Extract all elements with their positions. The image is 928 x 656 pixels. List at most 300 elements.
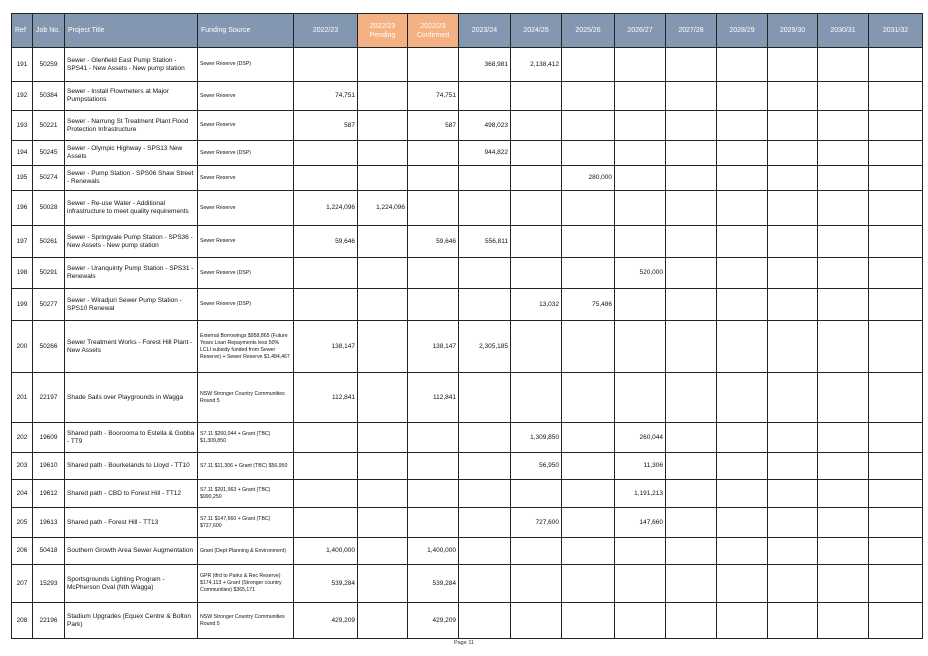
cell-confirmed [408,289,459,321]
cell-2025-26: 280,000 [562,166,615,191]
cell-2027-28 [666,258,717,289]
cell-confirmed [408,141,459,166]
cell-2030-31 [818,258,869,289]
cell-2029-30 [768,289,818,321]
cell-funding-source: Sewer Reserve (DSP) [198,258,294,289]
cell-2030-31 [818,82,869,111]
cell-2028-29 [717,111,768,141]
cell-2027-28 [666,166,717,191]
cell-pending [358,141,408,166]
cell-2030-31 [818,453,869,480]
cell-2027-28 [666,82,717,111]
header-2025-26: 2025/26 [562,14,615,48]
cell-2025-26: 75,486 [562,289,615,321]
cell-2024-25 [511,603,562,639]
cell-confirmed [408,48,459,82]
cell-2023-24 [459,565,511,603]
cell-2023-24 [459,166,511,191]
cell-project-title: Stadium Upgrades (Equex Centre & Bolton Park) [65,603,198,639]
cell-2025-26 [562,141,615,166]
cell-project-title: Sewer - Re-use Water - Additional infrastructure to meet quality requirements [65,191,198,226]
cell-2024-25: 727,600 [511,508,562,538]
cell-2030-31 [818,480,869,508]
cell-job-no: 19609 [33,423,65,453]
cell-2027-28 [666,226,717,258]
cell-2025-26 [562,480,615,508]
cell-ref: 204 [12,480,33,508]
cell-2025-26 [562,538,615,565]
cell-2025-26 [562,373,615,423]
cell-2031-32 [869,603,923,639]
header-2023-24: 2023/24 [459,14,511,48]
cell-2023-24 [459,191,511,226]
header-2022-23-confirmed: 2022/23 Confirmed [408,14,459,48]
table-row [12,141,923,166]
cell-2028-29 [717,166,768,191]
cell-job-no: 50418 [33,538,65,565]
cell-2029-30 [768,258,818,289]
cell-2025-26 [562,226,615,258]
cell-2022-23 [294,480,358,508]
cell-2026-27 [615,603,666,639]
cell-2026-27 [615,111,666,141]
cell-funding-source: S7.11 $147,660 + Grant (TBC) $727,600 [198,508,294,538]
cell-job-no: 50274 [33,166,65,191]
cell-funding-source: External Borrowings $958,865 (Future Years Loan Repayments less 50% LCLI subsidy funded from Sewer Reserve) + Sewer Reserve $1,484,467 [198,321,294,373]
table-row [12,166,923,191]
table-header [12,14,923,48]
cell-2024-25: 13,032 [511,289,562,321]
cell-2027-28 [666,48,717,82]
cell-ref: 200 [12,321,33,373]
cell-2022-23 [294,289,358,321]
table-row [12,603,923,639]
header-2022-23-pending: 2022/23 Pending [358,14,408,48]
cell-2031-32 [869,141,923,166]
cell-2025-26 [562,82,615,111]
cell-2023-24 [459,480,511,508]
cell-confirmed: 539,284 [408,565,459,603]
cell-funding-source: Sewer Reserve [198,82,294,111]
cell-2022-23: 429,209 [294,603,358,639]
cell-2029-30 [768,191,818,226]
cell-2029-30 [768,141,818,166]
cell-2029-30 [768,453,818,480]
cell-2023-24: 944,822 [459,141,511,166]
cell-2031-32 [869,321,923,373]
cell-project-title: Sewer - Springvale Pump Station - SPS36 - New Assets - New pump station [65,226,198,258]
cell-2029-30 [768,538,818,565]
header-funding-source: Funding Source [198,14,294,48]
cell-confirmed [408,480,459,508]
cell-ref: 207 [12,565,33,603]
cell-2029-30 [768,373,818,423]
cell-2022-23 [294,48,358,82]
cell-job-no: 50384 [33,82,65,111]
cell-2025-26 [562,565,615,603]
cell-2028-29 [717,453,768,480]
cell-funding-source: Sewer Reserve (DSP) [198,48,294,82]
cell-2027-28 [666,603,717,639]
cell-project-title: Sportsgrounds Lighting Program - McPherson Oval (Nth Wagga) [65,565,198,603]
cell-2030-31 [818,373,869,423]
cell-project-title: Sewer - Uranquinty Pump Station - SPS31 - Renewals [65,258,198,289]
cell-pending [358,166,408,191]
table-row [12,508,923,538]
cell-2024-25: 1,309,850 [511,423,562,453]
cell-2023-24 [459,603,511,639]
header-job-no: Job No. [33,14,65,48]
cell-2024-25: 2,138,412 [511,48,562,82]
cell-pending [358,508,408,538]
cell-2028-29 [717,423,768,453]
cell-ref: 197 [12,226,33,258]
table-row [12,289,923,321]
cell-2024-25 [511,141,562,166]
cell-2025-26 [562,453,615,480]
cell-ref: 208 [12,603,33,639]
cell-2029-30 [768,603,818,639]
cell-2028-29 [717,321,768,373]
cell-pending [358,111,408,141]
cell-2026-27: 260,044 [615,423,666,453]
cell-2026-27 [615,565,666,603]
header-2022-23: 2022/23 [294,14,358,48]
cell-ref: 193 [12,111,33,141]
cell-2025-26 [562,603,615,639]
cell-project-title: Shared path - CBD to Forest Hill - TT12 [65,480,198,508]
cell-2026-27 [615,141,666,166]
cell-2031-32 [869,453,923,480]
cell-2029-30 [768,565,818,603]
cell-2029-30 [768,508,818,538]
cell-2022-23 [294,508,358,538]
cell-2030-31 [818,538,869,565]
cell-2023-24: 2,305,185 [459,321,511,373]
cell-2022-23 [294,166,358,191]
table-row [12,565,923,603]
cell-job-no: 22196 [33,603,65,639]
cell-project-title: Sewer - Install Flowmeters at Major Pumpstations [65,82,198,111]
cell-pending [358,82,408,111]
cell-2026-27: 520,000 [615,258,666,289]
cell-2022-23: 539,284 [294,565,358,603]
cell-pending [358,226,408,258]
cell-2029-30 [768,226,818,258]
header-2031-32: 2031/32 [869,14,923,48]
cell-pending [358,423,408,453]
cell-pending [358,565,408,603]
cell-2031-32 [869,508,923,538]
header-2024-25: 2024/25 [511,14,562,48]
cell-2030-31 [818,48,869,82]
table-row [12,538,923,565]
table-row [12,82,923,111]
cell-pending [358,538,408,565]
cell-2024-25 [511,321,562,373]
cell-2027-28 [666,111,717,141]
cell-2026-27: 147,660 [615,508,666,538]
cell-confirmed: 1,400,000 [408,538,459,565]
cell-2024-25 [511,538,562,565]
cell-pending [358,603,408,639]
cell-2026-27 [615,82,666,111]
cell-2023-24: 556,811 [459,226,511,258]
cell-2028-29 [717,258,768,289]
table-row [12,453,923,480]
cell-2026-27 [615,48,666,82]
cell-2027-28 [666,191,717,226]
cell-2031-32 [869,538,923,565]
header-2028-29: 2028/29 [717,14,768,48]
cell-ref: 202 [12,423,33,453]
cell-2027-28 [666,453,717,480]
cell-pending: 1,224,096 [358,191,408,226]
cell-2030-31 [818,191,869,226]
cell-job-no: 15293 [33,565,65,603]
cell-confirmed [408,191,459,226]
cell-confirmed: 138,147 [408,321,459,373]
cell-2022-23: 59,646 [294,226,358,258]
cell-2027-28 [666,141,717,166]
cell-2022-23 [294,423,358,453]
table-row [12,258,923,289]
cell-job-no: 50266 [33,321,65,373]
cell-2023-24 [459,258,511,289]
cell-pending [358,373,408,423]
cell-job-no: 50277 [33,289,65,321]
cell-confirmed [408,453,459,480]
cell-confirmed [408,508,459,538]
cell-2029-30 [768,321,818,373]
cell-2023-24: 498,023 [459,111,511,141]
cell-funding-source: Sewer Reserve [198,111,294,141]
cell-2026-27: 1,191,213 [615,480,666,508]
cell-2028-29 [717,48,768,82]
cell-2024-25 [511,82,562,111]
cell-job-no: 50291 [33,258,65,289]
cell-funding-source: S7.11 $11,306 + Grant (TBC) $56,950 [198,453,294,480]
cell-ref: 194 [12,141,33,166]
cell-2028-29 [717,82,768,111]
cell-2026-27 [615,191,666,226]
cell-job-no: 50221 [33,111,65,141]
cell-2030-31 [818,226,869,258]
cell-ref: 191 [12,48,33,82]
cell-pending [358,48,408,82]
cell-funding-source: S7.11 $201,963 + Grant (TBC) $990,250 [198,480,294,508]
cell-job-no: 19610 [33,453,65,480]
cell-2025-26 [562,423,615,453]
cell-pending [358,453,408,480]
cell-pending [358,289,408,321]
cell-project-title: Sewer - Glenfield East Pump Station - SPS41 - New Assets - New pump station [65,48,198,82]
cell-2027-28 [666,423,717,453]
cell-ref: 198 [12,258,33,289]
cell-funding-source: Sewer Reserve [198,191,294,226]
cell-2024-25 [511,166,562,191]
table-body [12,48,923,639]
cell-2024-25: 56,950 [511,453,562,480]
cell-2030-31 [818,111,869,141]
cell-pending [358,258,408,289]
cell-2023-24 [459,538,511,565]
cell-2030-31 [818,508,869,538]
cell-funding-source: S7.11 $260,044 + Grant (TBC) $1,309,850 [198,423,294,453]
cell-confirmed [408,258,459,289]
cell-2029-30 [768,48,818,82]
cell-2031-32 [869,565,923,603]
table-row [12,191,923,226]
cell-2022-23: 138,147 [294,321,358,373]
cell-2024-25 [511,191,562,226]
capital-works-table [11,13,923,639]
cell-2022-23: 1,224,096 [294,191,358,226]
cell-ref: 195 [12,166,33,191]
cell-2030-31 [818,289,869,321]
cell-2028-29 [717,226,768,258]
cell-funding-source: Grant (Dept Planning & Environment) [198,538,294,565]
cell-project-title: Sewer - Narrung St Treatment Plant Flood Protection Infrastructure [65,111,198,141]
cell-ref: 192 [12,82,33,111]
cell-2028-29 [717,538,768,565]
cell-2029-30 [768,166,818,191]
cell-2031-32 [869,48,923,82]
cell-job-no: 50261 [33,226,65,258]
cell-confirmed: 429,209 [408,603,459,639]
cell-project-title: Shade Sails over Playgrounds in Wagga [65,373,198,423]
cell-2024-25 [511,565,562,603]
cell-2028-29 [717,603,768,639]
cell-job-no: 19613 [33,508,65,538]
cell-funding-source: Sewer Reserve (DSP) [198,141,294,166]
header-2026-27: 2026/27 [615,14,666,48]
cell-2024-25 [511,480,562,508]
cell-ref: 196 [12,191,33,226]
cell-2030-31 [818,565,869,603]
cell-2023-24 [459,373,511,423]
header-2027-28: 2027/28 [666,14,717,48]
cell-2025-26 [562,48,615,82]
cell-pending [358,321,408,373]
cell-2023-24 [459,423,511,453]
cell-project-title: Sewer - Pump Station - SPS06 Shaw Street - Renewals [65,166,198,191]
cell-2022-23 [294,258,358,289]
cell-2023-24 [459,289,511,321]
cell-funding-source: Sewer Reserve [198,166,294,191]
table-row [12,480,923,508]
cell-2028-29 [717,565,768,603]
cell-2025-26 [562,191,615,226]
cell-2024-25 [511,373,562,423]
cell-project-title: Sewer Treatment Works - Forest Hill Plant - New Assets [65,321,198,373]
page-number: Page 11 [453,640,475,646]
cell-2031-32 [869,191,923,226]
cell-2022-23: 587 [294,111,358,141]
cell-confirmed [408,423,459,453]
cell-2027-28 [666,508,717,538]
cell-2026-27 [615,321,666,373]
cell-funding-source: Sewer Reserve [198,226,294,258]
cell-2030-31 [818,603,869,639]
cell-2024-25 [511,226,562,258]
cell-ref: 201 [12,373,33,423]
cell-2031-32 [869,82,923,111]
header-project-title: Project Title [65,14,198,48]
cell-job-no: 50259 [33,48,65,82]
cell-2023-24 [459,508,511,538]
cell-project-title: Shared path - Boorooma to Estella & Gobba - TT9 [65,423,198,453]
cell-pending [358,480,408,508]
cell-funding-source: NSW Stronger Country Communities Round 5 [198,373,294,423]
header-2029-30: 2029/30 [768,14,818,48]
cell-job-no: 22197 [33,373,65,423]
cell-2027-28 [666,321,717,373]
cell-2025-26 [562,321,615,373]
cell-2023-24 [459,453,511,480]
cell-2026-27: 11,306 [615,453,666,480]
cell-2022-23 [294,453,358,480]
cell-2029-30 [768,82,818,111]
cell-2028-29 [717,508,768,538]
cell-job-no: 50028 [33,191,65,226]
table-row [12,111,923,141]
cell-job-no: 19612 [33,480,65,508]
cell-2027-28 [666,480,717,508]
cell-funding-source: Sewer Reserve (DSP) [198,289,294,321]
cell-2031-32 [869,258,923,289]
cell-2026-27 [615,289,666,321]
cell-2031-32 [869,480,923,508]
cell-2023-24 [459,82,511,111]
table-row [12,373,923,423]
cell-2030-31 [818,141,869,166]
cell-2022-23: 112,841 [294,373,358,423]
cell-2029-30 [768,111,818,141]
cell-2027-28 [666,538,717,565]
cell-2026-27 [615,373,666,423]
cell-2031-32 [869,226,923,258]
cell-confirmed: 587 [408,111,459,141]
cell-ref: 203 [12,453,33,480]
cell-confirmed [408,166,459,191]
header-2030-31: 2030/31 [818,14,869,48]
cell-2022-23: 74,751 [294,82,358,111]
cell-confirmed: 112,841 [408,373,459,423]
cell-2031-32 [869,423,923,453]
cell-2025-26 [562,508,615,538]
cell-2029-30 [768,423,818,453]
cell-job-no: 50245 [33,141,65,166]
cell-2028-29 [717,141,768,166]
table-row [12,423,923,453]
table-row [12,226,923,258]
cell-project-title: Shared path - Bourkelands to Lloyd - TT10 [65,453,198,480]
cell-2024-25 [511,258,562,289]
table-row [12,321,923,373]
cell-2022-23 [294,141,358,166]
cell-2031-32 [869,373,923,423]
cell-2024-25 [511,111,562,141]
cell-2027-28 [666,565,717,603]
cell-project-title: Southern Growth Area Sewer Augmentation [65,538,198,565]
cell-ref: 205 [12,508,33,538]
cell-2025-26 [562,111,615,141]
cell-2031-32 [869,111,923,141]
header-ref: Ref [12,14,33,48]
cell-2026-27 [615,226,666,258]
cell-ref: 199 [12,289,33,321]
